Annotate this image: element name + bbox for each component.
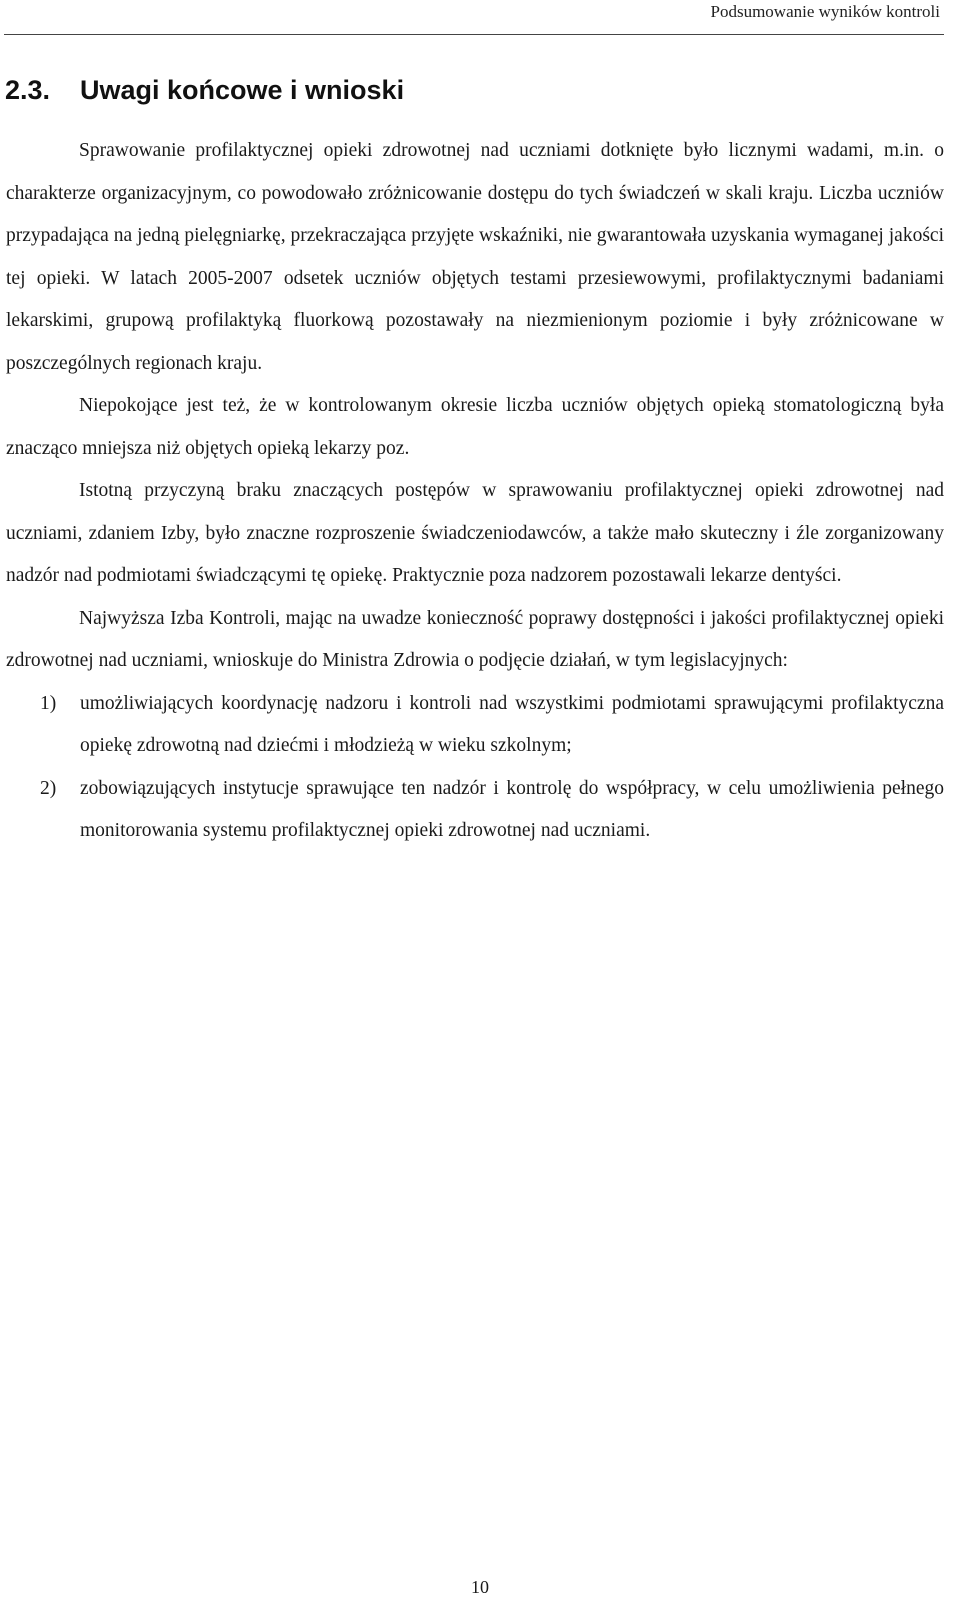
section-title: Uwagi końcowe i wnioski — [80, 75, 405, 105]
running-header: Podsumowanie wyników kontroli — [710, 2, 940, 21]
paragraph-causes: Istotną przyczyną braku znaczących postępów w sprawowaniu profilaktycznej opieki zdrowotnej nad uczniami, zdaniem Izby, było znaczne rozproszenie świadczeniodawców, a także mało skuteczny i źle zorganizowany nadzór nad podmiotami świadczącymi tę opiekę. Praktycznie poza nadzorem pozostawali lekarze dentyści. — [6, 480, 944, 586]
paragraph-recommendation-intro: Najwyższa Izba Kontroli, mając na uwadze konieczność poprawy dostępności i jakości profilaktycznej opieki zdrowotnej nad uczniami, wnioskuje do Ministra Zdrowia o podjęcie działań, w tym legislacyjnych: — [6, 607, 944, 671]
list-marker: 1) — [40, 692, 57, 714]
recommendations-list — [6, 683, 944, 853]
list-item — [6, 768, 944, 853]
paragraph-summary: Sprawowanie profilaktycznej opieki zdrowotnej nad uczniami dotknięte było licznymi wadami, m.in. o charakterze organizacyjnym, co powodowało zróżnicowanie dostępu do tych świadczeń w skali kraju. Liczba uczniów przypadająca na jedną pielęgniarkę, przekraczająca przyjęte wskaźniki, nie gwarantowała uzyskania wymaganej jakości tej opieki. W latach 2005-2007 odsetek uczniów objętych testami przesiewowymi, profilaktycznymi badaniami lekarskimi, grupową profilaktyką fluorkową pozostawały na niezmienionym poziomie i były zróżnicowane w poszczególnych regionach kraju. — [6, 140, 944, 374]
list-item-text: umożliwiających koordynację nadzoru i kontroli nad wszystkimi podmiotami sprawującymi profilaktyczna opiekę zdrowotną nad dziećmi i młodzieżą w wieku szkolnym; — [80, 692, 944, 756]
paragraph-dental-care: Niepokojące jest też, że w kontrolowanym okresie liczba uczniów objętych opieką stomatologiczną była znacząco mniejsza niż objętych opieką lekarzy poz. — [6, 395, 944, 459]
body-text — [6, 130, 944, 853]
page-number: 10 — [471, 1577, 489, 1597]
header-divider — [4, 34, 944, 35]
list-item-text: zobowiązujących instytucje sprawujące ten nadzór i kontrolę do współpracy, w celu umożliwienia pełnego monitorowania systemu profilaktycznej opieki zdrowotnej nad uczniami. — [80, 777, 944, 841]
section-heading — [5, 70, 404, 110]
list-marker: 2) — [40, 777, 57, 799]
list-item — [6, 683, 944, 768]
section-number: 2.3. — [5, 75, 51, 105]
